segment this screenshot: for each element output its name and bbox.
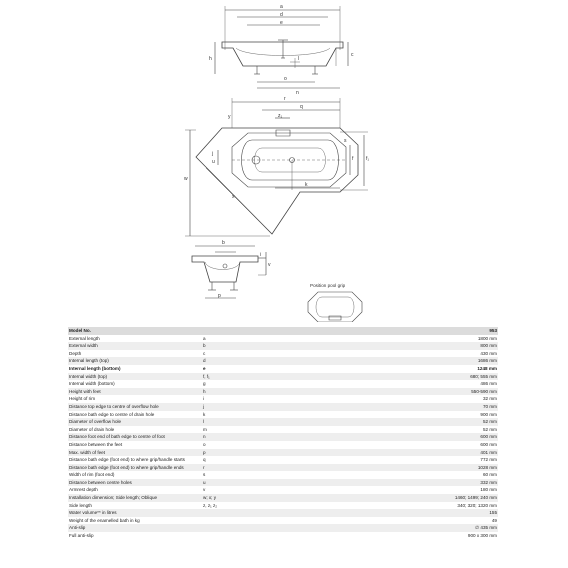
table-row — [68, 335, 498, 343]
table-row — [68, 418, 498, 426]
spec-name: Distance between the feet — [69, 441, 123, 447]
spec-symbol: d — [203, 358, 206, 364]
spec-name: Distance foot end of bath edge to centre of foot — [69, 434, 165, 440]
spec-name: Internal length (bottom) — [69, 365, 121, 371]
label-y: y — [228, 114, 231, 120]
spec-symbol: v — [203, 487, 206, 493]
spec-name: Full anti-slip — [69, 533, 94, 539]
spec-name: Internal length (top) — [69, 358, 109, 364]
label-a: a — [280, 4, 283, 10]
spec-name: Armrest depth — [69, 487, 98, 493]
spec-symbol — [202, 509, 354, 517]
pool-grip-diagram — [308, 292, 362, 322]
table-row — [68, 342, 498, 350]
label-z1: z₁ — [278, 113, 283, 119]
spec-symbol: z, z₁ z₂ — [203, 502, 218, 508]
spec-value: 332 mm — [480, 479, 497, 485]
table-row — [68, 502, 498, 510]
spec-name: Diameter of drain hole — [69, 426, 115, 432]
spec-value: 52 mm — [482, 419, 497, 425]
spec-value: 155 — [489, 510, 497, 516]
spec-name: Max. width of feet — [69, 449, 106, 455]
table-row — [68, 357, 498, 365]
spec-symbol: f, f₁ — [203, 373, 210, 379]
spec-symbol: p — [203, 449, 206, 455]
spec-symbol: e — [203, 365, 206, 371]
label-x: x — [232, 194, 235, 200]
spec-value: 49 — [491, 517, 497, 523]
spec-name: External width — [69, 343, 98, 349]
spec-value: 1028 mm — [477, 464, 497, 470]
label-e: e — [280, 20, 283, 26]
label-o: o — [284, 76, 287, 82]
spec-value: 900 mm — [480, 411, 497, 417]
spec-name: Depth — [69, 350, 82, 356]
spec-symbol: m — [203, 426, 207, 432]
spec-name: External length — [69, 335, 100, 341]
spec-value: 401 mm — [480, 449, 497, 455]
spec-value: 1800 mm — [477, 335, 497, 341]
spec-value: 1248 mm — [477, 365, 497, 371]
spec-value: 600 mm — [480, 434, 497, 440]
spec-symbol — [202, 532, 354, 540]
spec-symbol: b — [203, 343, 206, 349]
spec-symbol: g — [203, 381, 206, 387]
spec-symbol: l — [203, 419, 205, 425]
table-row — [68, 449, 498, 457]
label-i: i — [260, 252, 262, 258]
spec-symbol: i — [203, 396, 205, 402]
spec-name: Model No. — [68, 327, 202, 335]
spec-symbol: n — [203, 434, 206, 440]
table-row — [68, 456, 498, 464]
spec-value: 60 mm — [482, 472, 497, 478]
spec-symbol: r — [203, 464, 205, 470]
table-row — [68, 433, 498, 441]
spec-symbol: s — [203, 472, 206, 478]
table-row — [68, 517, 498, 525]
spec-value: 1460; 1499; 240 mm — [454, 495, 497, 501]
spec-value: 340; 320; 1320 mm — [457, 502, 497, 508]
spec-name: Distance bath edge (foot end) to where grip/handle ends — [69, 464, 184, 470]
spec-name: Distance between centre holes — [69, 479, 132, 485]
table-row — [68, 373, 498, 381]
spec-value: 32 mm — [482, 396, 497, 402]
table-row — [68, 524, 498, 532]
spec-value: 52 mm — [482, 426, 497, 432]
table-row — [68, 471, 498, 479]
table-row — [68, 395, 498, 403]
label-d: d — [280, 12, 283, 18]
label-c: c — [351, 52, 354, 58]
label-b: b — [222, 240, 225, 246]
spec-symbol: q — [203, 457, 206, 463]
spec-symbol — [202, 524, 354, 532]
spec-name: Water volume** in litres — [69, 510, 117, 516]
spec-symbol: o — [203, 441, 206, 447]
label-s: s — [344, 138, 347, 144]
spec-value: 772 mm — [480, 457, 497, 463]
spec-name: Internal width (bottom) — [69, 381, 115, 387]
specifications-table — [68, 327, 498, 540]
spec-symbol: a — [203, 335, 206, 341]
label-k: k — [305, 182, 308, 188]
spec-symbol — [202, 517, 354, 525]
spec-symbol — [202, 327, 354, 335]
table-row — [68, 350, 498, 358]
table-row — [68, 380, 498, 388]
table-row — [68, 479, 498, 487]
spec-value: 600 mm — [480, 441, 497, 447]
plan-view — [185, 98, 368, 236]
spec-name: Internal width (top) — [69, 373, 108, 379]
spec-name: Installation dimension; Side length; Oblique — [69, 495, 158, 501]
table-row — [68, 411, 498, 419]
spec-value: 550-590 mm — [471, 388, 497, 394]
spec-symbol: u — [203, 479, 206, 485]
label-u: u — [212, 159, 215, 165]
spec-name: Distance bath edge (foot end) to where grip/handle starts — [69, 457, 185, 463]
label-r: r — [284, 96, 286, 102]
label-w: w — [184, 176, 188, 182]
end-elevation-view — [192, 246, 266, 298]
spec-symbol: w; x; y — [203, 495, 217, 501]
spec-value: 180 mm — [480, 487, 497, 493]
spec-value: 800 mm — [480, 343, 497, 349]
label-n: n — [296, 90, 299, 96]
spec-name: Distance bath edge to centre of drain hole — [69, 411, 155, 417]
label-j: j — [212, 151, 214, 157]
spec-value: 430 mm — [480, 350, 497, 356]
table-row — [68, 464, 498, 472]
table-row — [68, 441, 498, 449]
table-row — [68, 403, 498, 411]
spec-name: Weight of the enamelled bath in kg — [69, 517, 140, 523]
spec-symbol: c — [203, 350, 206, 356]
side-elevation-view — [215, 6, 348, 88]
label-v: v — [268, 262, 271, 268]
table-row — [68, 494, 498, 502]
table-header-row — [68, 327, 498, 335]
label-p: p — [218, 293, 221, 299]
spec-value: ∅ 435 mm — [475, 525, 497, 531]
label-l: l — [298, 56, 300, 62]
table-row — [68, 509, 498, 517]
label-q: q — [300, 104, 303, 110]
pool-grip-caption: Position pool grip — [310, 283, 346, 288]
spec-name: Side length — [69, 502, 92, 508]
table-row — [68, 426, 498, 434]
spec-name: Distance top edge to centre of overflow hole — [69, 403, 159, 409]
label-f1: f₁ — [366, 156, 370, 162]
table-row — [68, 388, 498, 396]
spec-name: Height of rim — [69, 396, 96, 402]
spec-name: Diameter of overflow hole — [69, 419, 122, 425]
spec-value: 1686 mm — [477, 358, 497, 364]
table-row — [68, 532, 498, 540]
table-row — [68, 365, 498, 373]
spec-value: 900 x 300 mm — [467, 533, 497, 539]
spec-value: 70 mm — [482, 403, 497, 409]
label-h: h — [209, 56, 212, 62]
spec-value: 953 — [354, 327, 498, 335]
spec-value: 680; 555 mm — [470, 373, 497, 379]
spec-name: Anti-slip — [69, 525, 86, 531]
spec-symbol: j — [203, 403, 205, 409]
label-f: f — [352, 156, 354, 162]
table-row — [68, 486, 498, 494]
spec-name: Width of rim (foot end) — [69, 472, 115, 478]
spec-symbol: k — [203, 411, 206, 417]
spec-name: Height with feet — [69, 388, 101, 394]
spec-value: 486 mm — [480, 381, 497, 387]
spec-symbol: h — [203, 388, 206, 394]
